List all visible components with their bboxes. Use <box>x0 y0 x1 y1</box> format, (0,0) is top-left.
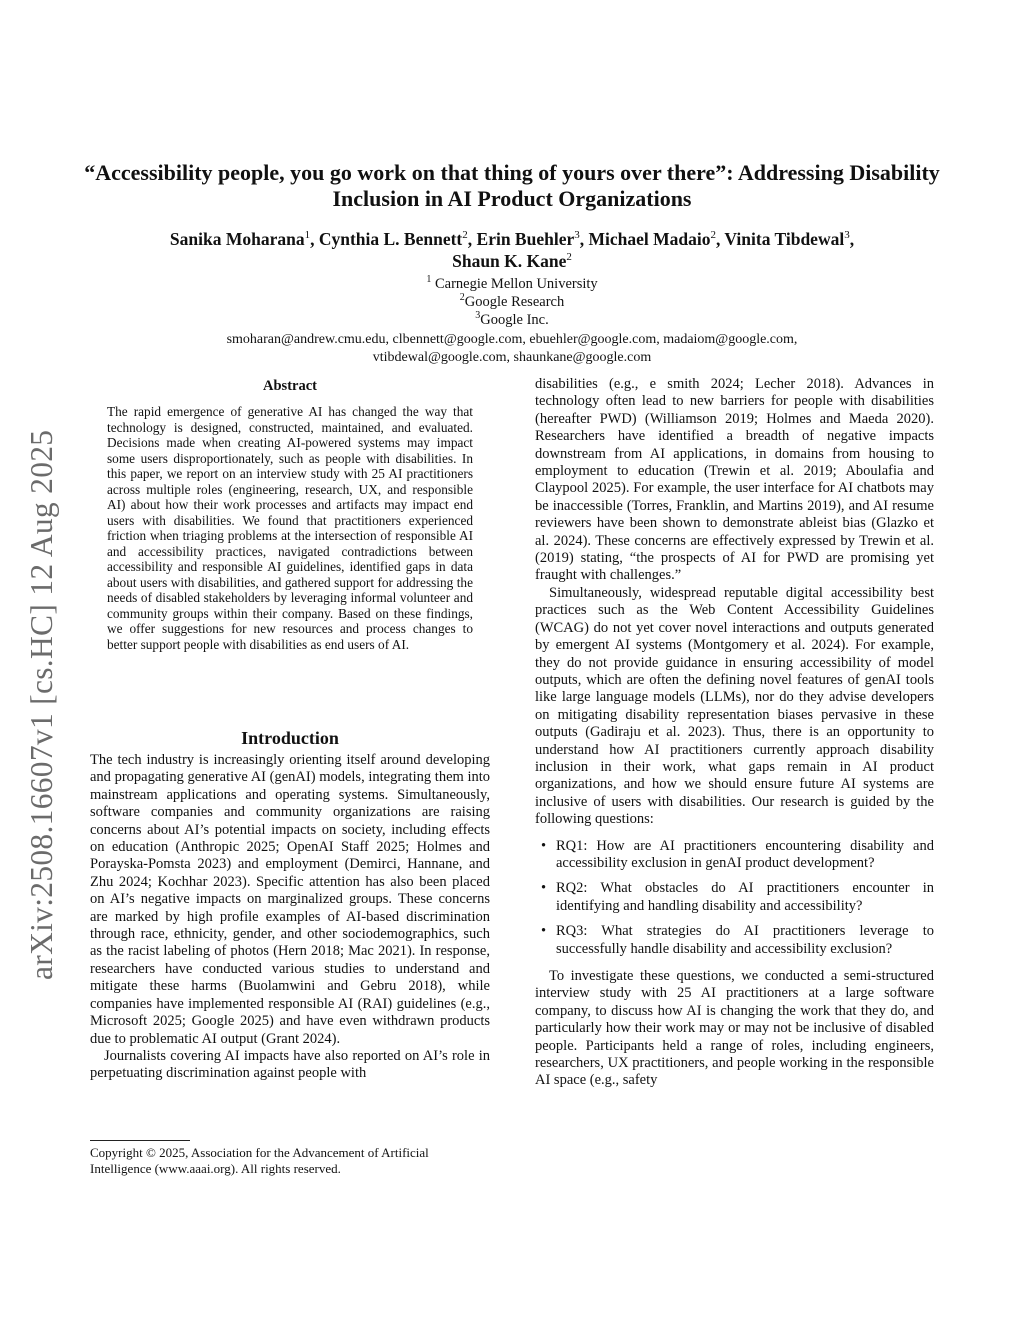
body-paragraph: To investigate these questions, we conducted a semi-structured interview study with 25 AI practitioners at a large software company, to discuss how AI is changing the work that they do, and particularly how their work may or may not be inclusive of disabled people. Participants held a range of roles, including engineers, researchers, UX practitioners, and people working in the responsible AI space (e.g., safety <box>535 968 934 1089</box>
body-paragraph: disabilities (e.g., e smith 2024; Lecher 2018). Advances in technology often lead to new barriers for people with disabilities (hereafter PWD) (Williamson 2019; Holmes and Maeda 2020). Researchers have identified a breadth of negative impacts downstream from AI applications, in domains from housing to employment to education (Trewin et al. 2019; Aboulafia and Claypool 2025). For example, the user interface for AI chatbots may be inaccessible (Torres, Franklin, and Martins 2019), and AI resume reviewers have been shown to demonstrate ableist bias (Glazko et al. 2024). These concerns are effectively expressed by Trewin et al. (2019) stating, “the prospects of AI for PWD are promising yet fraught with challenges.” <box>535 376 934 584</box>
body-paragraph: Journalists covering AI impacts have also reported on AI’s role in perpetuating discrimination against people with <box>90 1047 490 1082</box>
abstract-heading: Abstract <box>263 378 317 394</box>
author: Vinita Tibdewal$^3$, <box>724 229 855 249</box>
introduction-right-column <box>535 376 934 1090</box>
bullet-icon: • <box>541 880 547 897</box>
author: Erin Buehler$^3$, <box>476 229 589 249</box>
research-question-item: • RQ2: What obstacles do AI practitioners encounter in identifying and handling disability and accessibility? <box>541 880 934 914</box>
abstract-section <box>107 376 473 652</box>
affiliation-list <box>80 275 944 329</box>
affiliation: $^3$Google Inc. <box>475 310 549 328</box>
email-list <box>80 331 944 367</box>
body-paragraph: Simultaneously, widespread reputable digital accessibility best practices such as the Web Content Accessibility Guidelines (WCAG) do not yet cover novel interactions and outputs generated by emergent AI systems (Montgomery et al. 2024). For example, they do not provide guidance in ensuring accessibility of model outputs, which are often the defining novel features of genAI tools like large language models (LLMs), nor do they advise developers on mitigating disability representation biases pervasive in these outputs (Gadiraju et al. 2023). Thus, there is an opportunity to understand how AI practitioners currently approach disability inclusion in their work, what gaps remain in AI product organizations, and how we should ensure future AI systems are inclusive of users with disabilities. Our research is guided by the following questions: <box>535 584 934 828</box>
author: Cynthia L. Bennett$^2$, <box>318 229 477 249</box>
affiliation: $^2$Google Research <box>459 292 565 310</box>
email-line: smoharan@andrew.cmu.edu, clbennett@google.com, ebuehler@google.com, madaiom@google.com, <box>226 332 798 347</box>
research-question-item: • RQ3: What strategies do AI practitioners leverage to successfully handle disability and accessibility exclusion? <box>541 923 934 957</box>
introduction-left-column <box>90 727 490 1083</box>
bullet-icon: • <box>541 923 547 940</box>
affiliation: $^1$ Carnegie Mellon University <box>426 274 598 292</box>
author: Michael Madaio$^2$, <box>588 229 725 249</box>
introduction-heading: Introduction <box>241 728 339 748</box>
copyright-footnote <box>90 1140 490 1177</box>
footnote-rule <box>90 1140 190 1141</box>
author: Sanika Moharana$^1$, <box>169 229 319 249</box>
arxiv-identifier: arXiv:2508.16607v1 [cs.HC] 12 Aug 2025 <box>24 429 59 980</box>
research-question-item: • RQ1: How are AI practitioners encountering disability and accessibility exclusion in genAI product development? <box>541 837 934 871</box>
abstract-text: The rapid emergence of generative AI has changed the way that technology is designed, constructed, maintained, and evaluated. Decisions made when creating AI-powered systems may impact some users disproportionately, such as people with disabilities. In this paper, we report on an interview study with 25 AI practitioners across multiple roles (engineering, research, UX, and responsible AI) about how their work processes and artifacts may impact end users with disabilities. We found that practitioners experienced friction when triaging problems at the intersection of responsible AI and accessibility practices, navigated contradictions between accessibility and responsible AI guidelines, identified gaps in data about users with disabilities, and gathered support for addressing the needs of disabled stakeholders by leveraging informal volunteer and community groups within their company. Based on these findings, we offer suggestions for new resources and process changes to better support people with disabilities as end users of AI. <box>107 404 473 652</box>
email-line: vtibdewal@google.com, shaunkane@google.com <box>372 350 652 365</box>
paper-title: “Accessibility people, you go work on that thing of yours over there”: Addressing Disability Inclusion in AI Product Organizations <box>84 160 940 211</box>
research-question-list <box>535 838 934 958</box>
author-list <box>80 228 944 272</box>
copyright-text: Copyright © 2025, Association for the Advancement of Artificial Intelligence (www.aaai.org). All rights reserved. <box>90 1145 429 1176</box>
bullet-icon: • <box>541 837 547 854</box>
author: Shaun K. Kane$^2$ <box>452 251 572 271</box>
body-paragraph: The tech industry is increasingly orienting itself around developing and propagating generative AI (genAI) models, integrating them into mainstream applications and operating systems. Simultaneously, software companies and community organizations are raising concerns about AI’s potential impacts on society, including effects on education (Anthropic 2025; OpenAI Staff 2025; Holmes and Porayska-Pomsta 2023) and employment (Demirci, Hannane, and Zhu 2024; Kochhar 2023). Specific attention has also been placed on AI’s negative impacts on marginalized groups. These concerns are marked by high profile examples of AI-based discrimination through race, ethnicity, gender, and other sociodemographics, such as the racist labeling of photos (Hern 2018; Mac 2021). In response, researchers have conducted various studies to understand and mitigate these harms (Buolamwini and Gebru 2018), while companies have implemented responsible AI (RAI) guidelines (e.g., Microsoft 2025; Google 2025) and have even withdrawn products due to problematic AI output (Grant 2024). <box>90 752 490 1047</box>
